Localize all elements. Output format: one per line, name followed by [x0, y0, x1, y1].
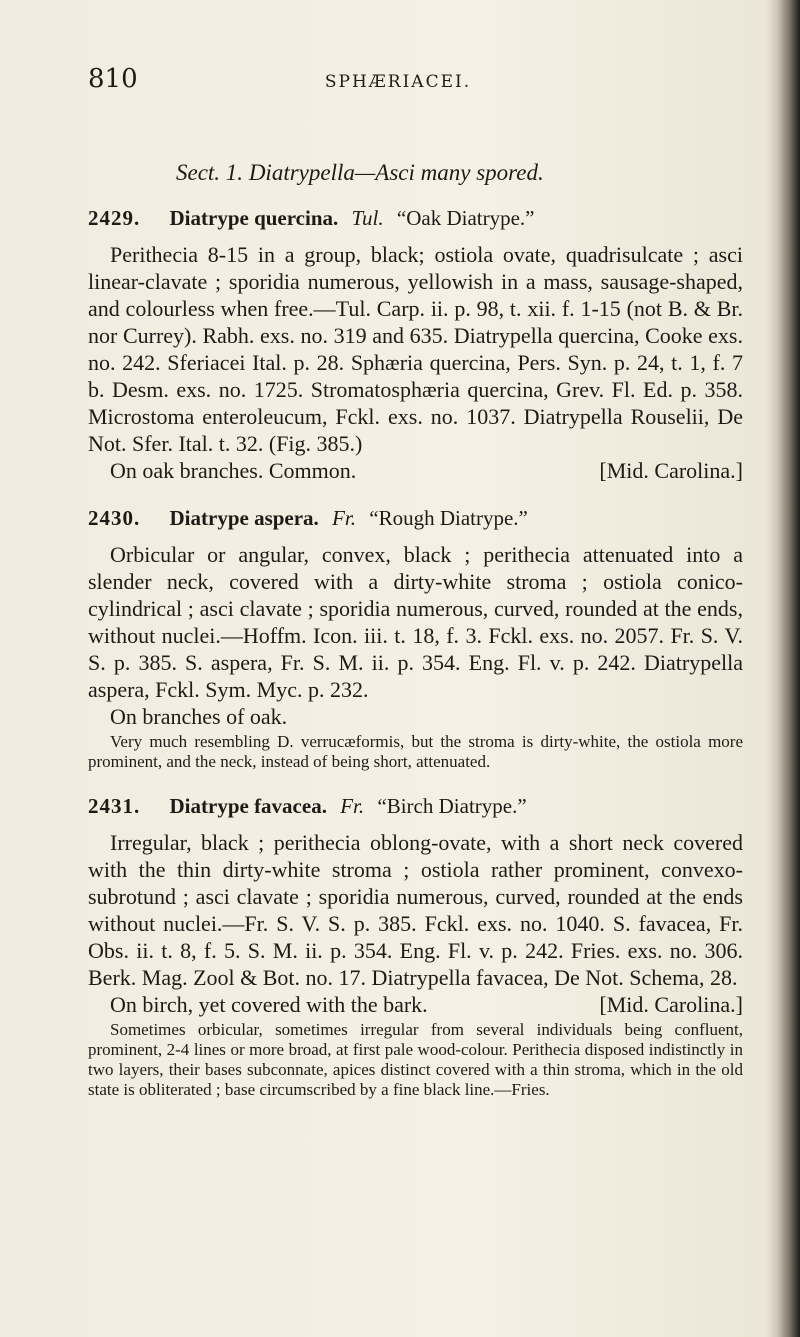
common-name: “Rough Diatrype.” — [369, 506, 528, 530]
habitat: On branches of oak. — [110, 704, 288, 729]
species-note: Very much resembling D. verrucæformis, but the stroma is dirty-white, the ostiola more prominent, and the neck, instead of being short, attenuated. — [88, 732, 743, 771]
habitat: On oak branches. Common. — [110, 458, 357, 483]
species-author: Tul. — [351, 206, 384, 230]
page-content — [88, 160, 743, 1122]
species-author: Fr. — [332, 506, 356, 530]
species-author: Fr. — [340, 794, 365, 818]
running-title: SPHÆRIACEI. — [324, 72, 472, 92]
species-note: Sometimes orbicular, sometimes irregular from several individuals being confluent, prominent, 2-4 lines or more broad, at first pale wood-colour. Perithecia disposed indistinctly in two layers, their bases subconnate, apices distinct covered with a thin stroma, which in the old state is obliterated ; base circumscribed by a fine black line.—Fries. — [88, 1020, 743, 1099]
species-name: Diatrype favacea. — [169, 794, 327, 818]
section-description: —Asci many spored. — [354, 160, 544, 185]
section-prefix: Sect. 1. — [176, 160, 244, 185]
entry-number: 2430. — [88, 506, 141, 530]
habitat-line — [88, 991, 743, 1018]
common-name: “Oak Diatrype.” — [396, 206, 535, 230]
species-entry-2431 — [88, 794, 743, 1100]
entry-number: 2429. — [88, 206, 141, 230]
species-description: Irregular, black ; perithecia oblong-ovate, with a short neck covered with the thin dirty-white stroma ; ostiola rather prominent, convexo-subrotund ; asci clavate ; sporidia numerous, curved, rounded at the ends without nuclei.—Fr. S. V. S. p. 385. Fckl. exs. no. 1040. S. favacea, Fr. Obs. ii. t. 8, f. 5. S. M. ii. p. 354. Eng. Fl. v. p. 242. Fries. exs. no. 306. Berk. Mag. Zool & Bot. no. 17. Diatrypella favacea, De Not. Schema, 28. — [88, 830, 743, 990]
habitat-line — [88, 703, 743, 730]
entry-heading — [88, 794, 743, 819]
species-entry-2430 — [88, 506, 743, 772]
page-header — [88, 64, 708, 104]
locality: [Mid. Carolina.] — [599, 992, 743, 1017]
page-edge-shadow — [766, 0, 800, 1337]
species-name: Diatrype aspera. — [169, 506, 319, 530]
entry-heading — [88, 506, 743, 531]
entry-heading — [88, 206, 743, 231]
common-name: “Birch Diatrype.” — [377, 794, 527, 818]
species-description: Orbicular or angular, convex, black ; perithecia attenuated into a slender neck, covered with a dirty-white stroma ; ostiola conico-cylindrical ; asci clavate ; sporidia numerous, curved, rounded at the ends, without nuclei.—Hoffm. Icon. iii. t. 18, f. 3. Fckl. exs. no. 2057. Fr. S. V. S. p. 385. S. aspera, Fr. S. M. ii. p. 354. Eng. Fl. v. p. 242. Diatrypella aspera, Fckl. Sym. Myc. p. 232. — [88, 542, 743, 702]
page-number: 810 — [88, 64, 138, 94]
locality: [Mid. Carolina.] — [599, 458, 743, 483]
habitat-line — [88, 457, 743, 484]
entry-number: 2431. — [88, 794, 141, 818]
species-name: Diatrype quercina. — [169, 206, 339, 230]
section-heading — [88, 160, 743, 186]
section-genus: Diatrypella — [248, 160, 355, 185]
species-entry-2429 — [88, 206, 743, 484]
habitat: On birch, yet covered with the bark. — [110, 992, 428, 1017]
species-description: Perithecia 8-15 in a group, black; ostiola ovate, quadrisulcate ; asci linear-clavate ; sporidia numerous, yellowish in a mass, sausage-shaped, and colourless when free.—Tul. Carp. ii. p. 98, t. xii. f. 1-15 (not B. & Br. nor Currey). Rabh. exs. no. 319 and 635. Diatrypella quercina, Cooke exs. no. 242. Sferiacei Ital. p. 28. Sphæria quercina, Pers. Syn. p. 24, t. 1, f. 7 b. Desm. exs. no. 1725. Stromatosphæria quercina, Grev. Fl. Ed. p. 358. Microstoma enteroleucum, Fckl. exs. no. 1037. Diatrypella Rouselii, De Not. Sfer. Ital. t. 32. (Fig. 385.) — [88, 242, 743, 456]
